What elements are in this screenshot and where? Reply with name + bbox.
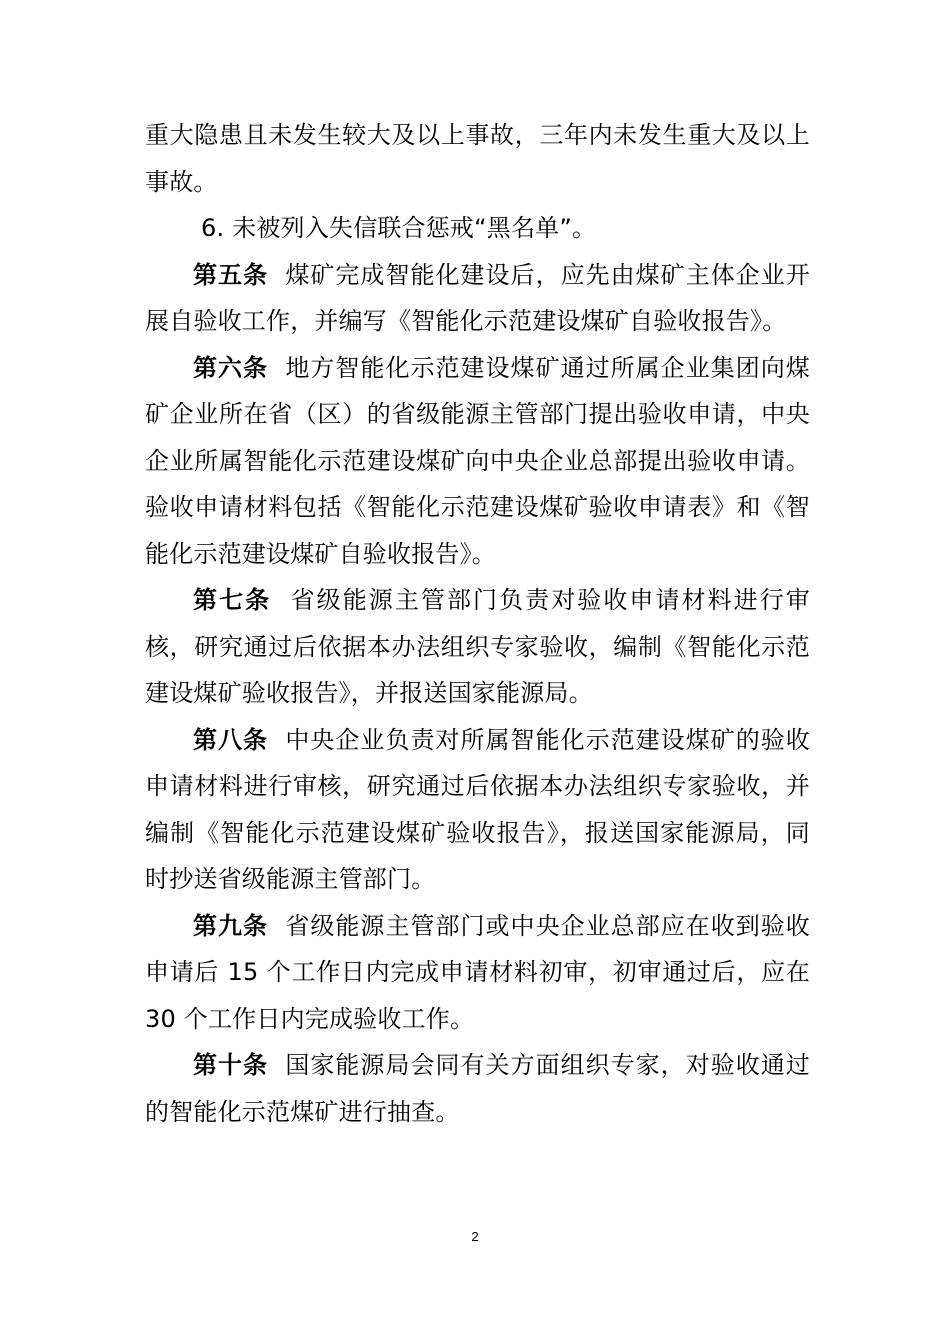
article-8-paragraph [145, 717, 810, 903]
article-7-paragraph [145, 577, 810, 717]
article-6-text: 地方智能化示范建设煤矿通过所属企业集团向煤矿企业所在省（区）的省级能源主管部门提出验收申请，中央企业所属智能化示范建设煤矿向中央企业总部提出验收申请。验收申请材料包括《智能化示范建设煤矿验收申请表》和《智能化示范建设煤矿自验收报告》。 [145, 353, 810, 568]
article-6-number: 第六条 [193, 353, 269, 382]
article-7-text: 省级能源主管部门负责对验收申请材料进行审核，研究通过后依据本办法组织专家验收，编制《智能化示范建设煤矿验收报告》，并报送国家能源局。 [145, 586, 810, 707]
continuation-paragraph: 重大隐患且未发生较大及以上事故，三年内未发生重大及以上事故。 [145, 121, 810, 196]
article-10-text: 国家能源局会同有关方面组织专家，对验收通过的智能化示范煤矿进行抽查。 [145, 1051, 810, 1126]
article-8-text: 中央企业负责对所属智能化示范建设煤矿的验收申请材料进行审核，研究通过后依据本办法组织专家验收，并编制《智能化示范建设煤矿验收报告》，报送国家能源局，同时抄送省级能源主管部门。 [145, 725, 810, 893]
document-body [145, 112, 810, 1135]
list-item-6: 6. 未被列入失信联合惩戒“黑名单”。 [201, 214, 597, 242]
article-6-paragraph [145, 345, 810, 578]
article-7-number: 第七条 [193, 586, 272, 614]
article-9-number: 第九条 [193, 911, 269, 940]
article-9-text: 省级能源主管部门或中央企业总部应在收到验收申请后 15 个工作日内完成申请材料初审，初审通过后，应在 30 个工作日内完成验收工作。 [145, 911, 810, 1033]
article-5-text: 煤矿完成智能化建设后，应先由煤矿主体企业开展自验收工作，并编写《智能化示范建设煤矿自验收报告》。 [145, 260, 810, 335]
article-10-paragraph [145, 1042, 810, 1135]
article-10-number: 第十条 [193, 1051, 269, 1079]
page-number: 2 [471, 1229, 479, 1244]
article-5-number: 第五条 [193, 260, 269, 289]
article-8-number: 第八条 [193, 725, 269, 754]
article-5-paragraph [145, 252, 810, 345]
article-9-paragraph [145, 903, 810, 1043]
